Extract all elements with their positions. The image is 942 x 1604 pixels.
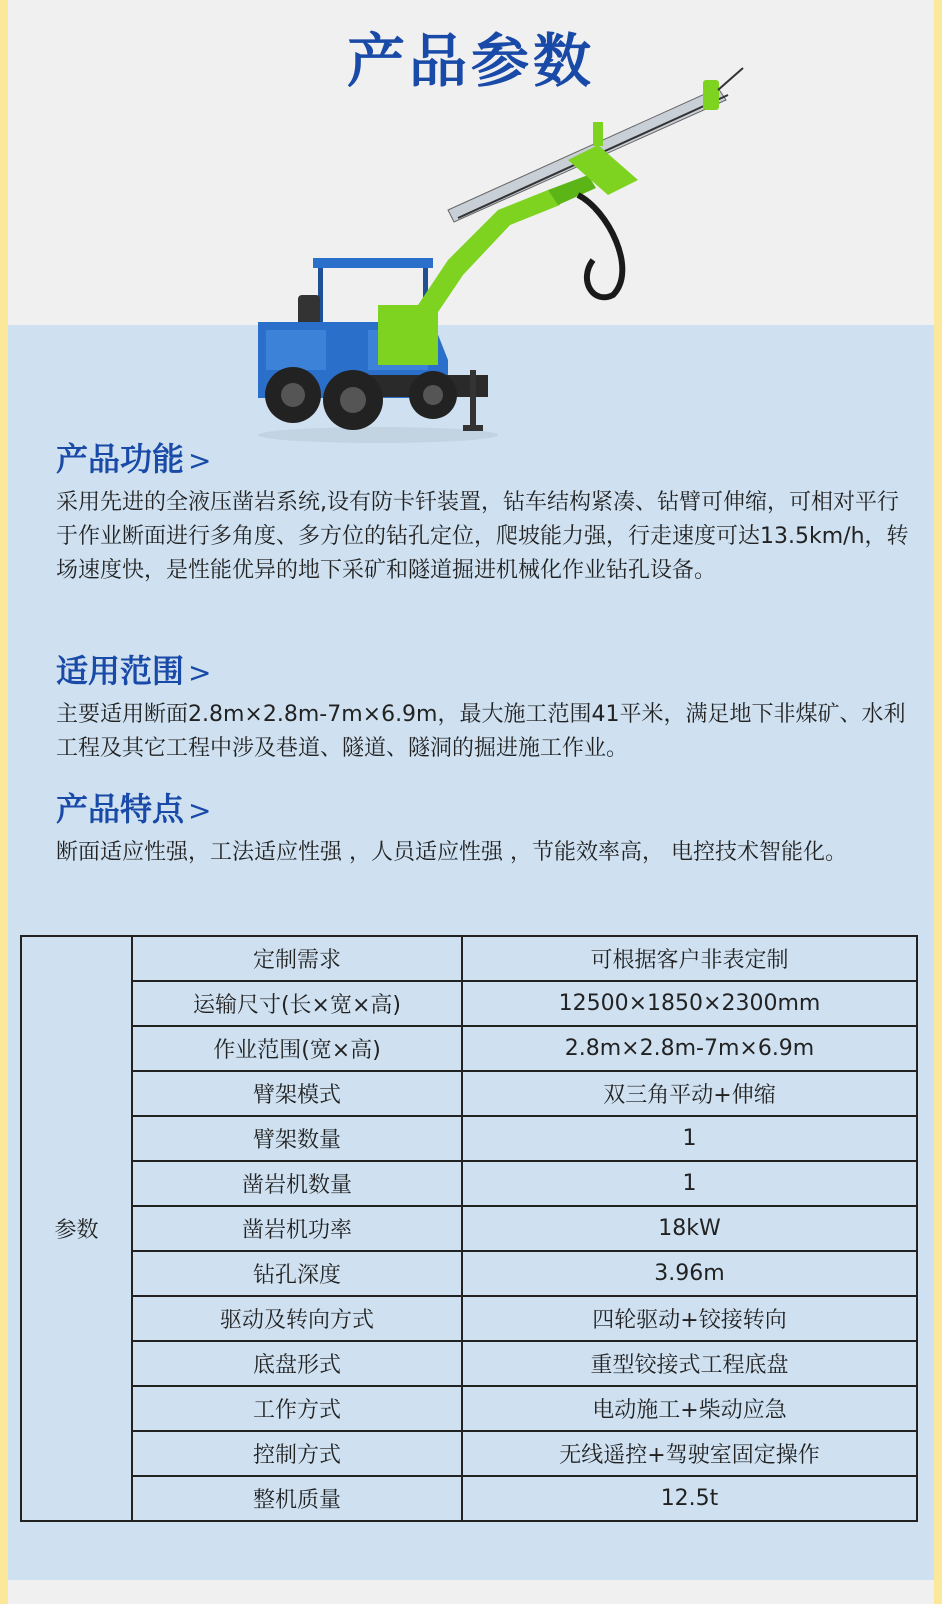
- drilling-jumbo-image: [248, 60, 768, 450]
- params-group-label: 参数: [21, 936, 132, 1521]
- table-row: [21, 1071, 917, 1116]
- chevron-right-icon: >: [188, 656, 212, 689]
- chevron-right-icon: >: [188, 444, 212, 477]
- table-row: [21, 1341, 917, 1386]
- param-key: 作业范围(宽×高): [132, 1026, 462, 1071]
- param-key: 钻孔深度: [132, 1251, 462, 1296]
- table-row: [21, 936, 917, 981]
- param-value: 2.8m×2.8m-7m×6.9m: [462, 1026, 917, 1071]
- table-row: [21, 1206, 917, 1251]
- param-value: 双三角平动+伸缩: [462, 1071, 917, 1116]
- param-key: 定制需求: [132, 936, 462, 981]
- param-value: 可根据客户非表定制: [462, 936, 917, 981]
- table-row: [21, 1116, 917, 1161]
- param-key: 运输尺寸(长×宽×高): [132, 981, 462, 1026]
- page: [8, 0, 934, 1604]
- section-title-text: 产品特点: [56, 790, 185, 828]
- param-key: 驱动及转向方式: [132, 1296, 462, 1341]
- table-row: [21, 1161, 917, 1206]
- table-row: [21, 1431, 917, 1476]
- param-value: 12.5t: [462, 1476, 917, 1521]
- param-key: 底盘形式: [132, 1341, 462, 1386]
- section-title-text: 适用范围: [56, 652, 185, 690]
- param-key: 凿岩机功率: [132, 1206, 462, 1251]
- param-value: 18kW: [462, 1206, 917, 1251]
- param-value: 1: [462, 1116, 917, 1161]
- section-body-function: 采用先进的全液压凿岩系统,设有防卡钎装置，钻车结构紧凑、钻臂可伸缩，可相对平行于作业断面进行多角度、多方位的钻孔定位，爬坡能力强，行走速度可达13.5km/h，转场速度快，是性能优异的地下采矿和隧道掘进机械化作业钻孔设备。: [56, 490, 909, 583]
- section-title-text: 产品功能: [56, 440, 185, 478]
- param-value: 1: [462, 1161, 917, 1206]
- param-value: 四轮驱动+铰接转向: [462, 1296, 917, 1341]
- param-value: 重型铰接式工程底盘: [462, 1341, 917, 1386]
- page-title: 产品参数: [346, 27, 595, 95]
- table-row: [21, 981, 917, 1026]
- section-body-scope: 主要适用断面2.8m×2.8m-7m×6.9m，最大施工范围41平米，满足地下非煤矿、水利工程及其它工程中涉及巷道、隧道、隧洞的掘进施工作业。: [56, 702, 906, 761]
- param-key: 凿岩机数量: [132, 1161, 462, 1206]
- section-title-features: [56, 784, 211, 830]
- section-body-features: 断面适应性强，工法适应性强 ，人员适应性强 ，节能效率高， 电控技术智能化。: [56, 840, 847, 865]
- param-key: 臂架模式: [132, 1071, 462, 1116]
- table-row: [21, 1026, 917, 1071]
- param-key: 臂架数量: [132, 1116, 462, 1161]
- param-key: 整机质量: [132, 1476, 462, 1521]
- param-key: 工作方式: [132, 1386, 462, 1431]
- param-value: 电动施工+柴动应急: [462, 1386, 917, 1431]
- chevron-right-icon: >: [188, 794, 212, 827]
- table-row: [21, 1476, 917, 1521]
- param-value: 3.96m: [462, 1251, 917, 1296]
- table-row: [21, 1386, 917, 1431]
- section-title-scope: [56, 646, 211, 692]
- param-key: 控制方式: [132, 1431, 462, 1476]
- table-row: [21, 1296, 917, 1341]
- section-title-function: [56, 434, 211, 480]
- bottom-strip: [8, 1580, 934, 1604]
- params-table: [20, 935, 918, 1522]
- param-value: 无线遥控+驾驶室固定操作: [462, 1431, 917, 1476]
- table-row: [21, 1251, 917, 1296]
- param-value: 12500×1850×2300mm: [462, 981, 917, 1026]
